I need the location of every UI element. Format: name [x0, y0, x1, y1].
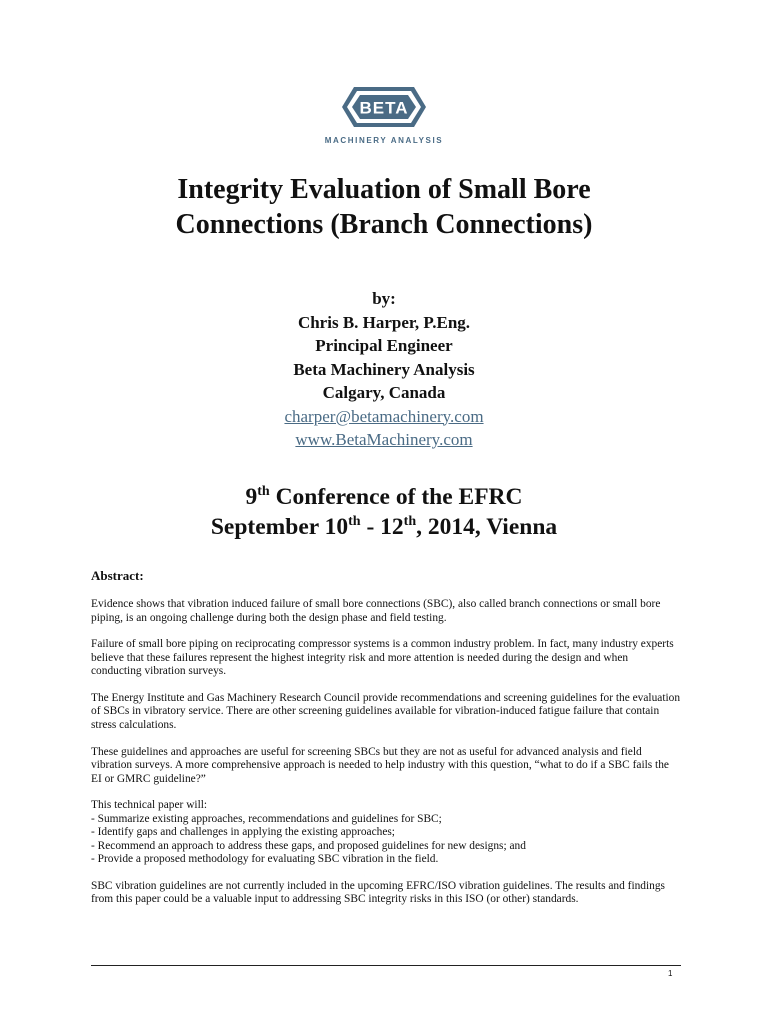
- conference-date: September 10th - 12th, 2014, Vienna: [210, 514, 558, 540]
- by-label: by:: [372, 289, 396, 308]
- conference-info: [0, 482, 768, 542]
- logo-tagline: MACHINERY ANALYSIS: [324, 136, 444, 145]
- abstract-body: [91, 598, 681, 920]
- author-name: Chris B. Harper, P.Eng.: [297, 312, 471, 332]
- title-line-2: Connections (Branch Connections): [175, 209, 593, 240]
- footer-divider: [91, 965, 681, 966]
- list-item: - Identify gaps and challenges in applying the existing approaches;: [91, 826, 395, 839]
- company-website-link[interactable]: www.BetaMachinery.com: [295, 430, 473, 449]
- abstract-paragraph: Evidence shows that vibration induced failure of small bore connections (SBC), also called branch connections or small bore piping, is an ongoing challenge during both the design phase and field testing.: [91, 598, 661, 624]
- abstract-paragraph: The Energy Institute and Gas Machinery Research Council provide recommendations and screening guidelines for the evaluation of SBCs in vibratory service. There are other screening guidelines available for vibration-induced fatigue failure that contain stress calculations.: [91, 691, 681, 731]
- conference-name: 9th Conference of the EFRC: [245, 484, 523, 510]
- abstract-paragraph: These guidelines and approaches are useful for screening SBCs but they are not as useful for advanced analysis and field vibration surveys. A more comprehensive approach is needed to help industry with this question, “what to do if a SBC fails the EI or GMRC guideline?”: [91, 745, 669, 785]
- title-line-1: Integrity Evaluation of Small Bore: [177, 174, 591, 205]
- abstract-paragraph: SBC vibration guidelines are not currently included in the upcoming EFRC/ISO vibration guidelines. The results and findings from this paper could be a valuable input to addressing SBC integrity risks in this ISO (or other) standards.: [91, 879, 665, 906]
- beta-logo-icon: [318, 84, 450, 134]
- author-email-link[interactable]: charper@betamachinery.com: [284, 406, 484, 426]
- list-item: - Recommend an approach to address these gaps, and proposed guidelines for new designs; and: [91, 839, 526, 852]
- logo-wordmark: BETA: [359, 98, 409, 118]
- author-block: [0, 287, 768, 452]
- author-location: Calgary, Canada: [322, 383, 446, 402]
- author-company: Beta Machinery Analysis: [293, 359, 475, 379]
- list-item: - Provide a proposed methodology for evaluating SBC vibration in the field.: [91, 853, 439, 866]
- list-intro: This technical paper will:: [91, 799, 208, 812]
- author-role: Principal Engineer: [315, 336, 453, 355]
- list-item: - Summarize existing approaches, recommendations and guidelines for SBC;: [91, 812, 442, 825]
- objectives-list: [91, 813, 681, 867]
- abstract-paragraph: Failure of small bore piping on reciprocating compressor systems is a common industry problem. In fact, many industry experts believe that these failures represent the highest integrity risk and more attention is needed during the design and when conducting vibration surveys.: [91, 638, 674, 678]
- abstract-heading: Abstract:: [91, 568, 144, 583]
- company-logo: [318, 84, 450, 148]
- page-number: 1: [668, 969, 673, 978]
- paper-title: [0, 172, 768, 242]
